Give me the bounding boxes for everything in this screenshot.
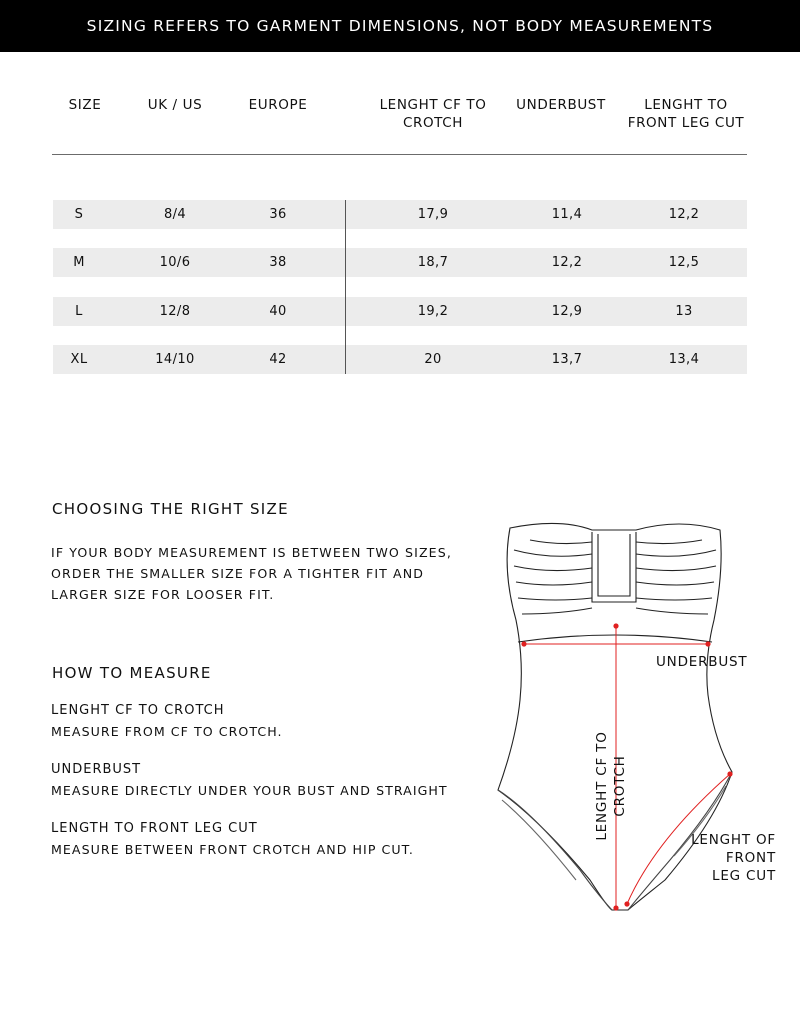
how-title: HOW TO MEASURE xyxy=(52,664,212,682)
cell-underbust: 12,2 xyxy=(551,255,583,270)
cell-size: S xyxy=(74,207,84,222)
table-row xyxy=(53,345,747,374)
cell-cf-crotch: 18,7 xyxy=(417,255,449,270)
leg-cut-label-line: LEG CUT xyxy=(712,868,776,884)
table-row xyxy=(53,248,747,277)
cell-europe: 38 xyxy=(269,255,287,270)
header-leg-cut xyxy=(621,96,751,132)
table-row xyxy=(53,297,747,326)
cell-europe: 42 xyxy=(269,352,287,367)
measure-desc-underbust: MEASURE DIRECTLY UNDER YOUR BUST AND STRAIGHT xyxy=(51,783,448,798)
cell-cf-crotch: 19,2 xyxy=(417,304,449,319)
header-cf-crotch-line2: CROTCH xyxy=(402,115,464,131)
choosing-text xyxy=(51,542,452,605)
swimsuit-diagram xyxy=(480,510,800,930)
cell-europe: 40 xyxy=(269,304,287,319)
cell-cf-crotch: 17,9 xyxy=(417,207,449,222)
cell-underbust: 12,9 xyxy=(551,304,583,319)
cell-uk-us: 8/4 xyxy=(163,207,187,222)
leg-cut-label-line: LENGHT OF xyxy=(691,832,776,848)
cell-leg-cut: 13,4 xyxy=(668,352,700,367)
header-uk-us-line: UK / US xyxy=(147,97,203,113)
leg-cut-label xyxy=(670,831,776,885)
cell-underbust: 13,7 xyxy=(551,352,583,367)
cell-uk-us: 12/8 xyxy=(159,304,191,319)
header-divider xyxy=(52,154,747,155)
header-leg-cut-line1: LENGHT TO xyxy=(644,97,728,113)
cell-europe: 36 xyxy=(269,207,287,222)
header-size-line: SIZE xyxy=(68,97,102,113)
choosing-line: IF YOUR BODY MEASUREMENT IS BETWEEN TWO SIZES, xyxy=(51,545,452,560)
cell-uk-us: 14/10 xyxy=(155,352,195,367)
cell-underbust: 11,4 xyxy=(551,207,583,222)
measure-desc-legcut: MEASURE BETWEEN FRONT CROTCH AND HIP CUT. xyxy=(51,842,414,857)
header-uk-us xyxy=(125,96,225,114)
cell-leg-cut: 12,5 xyxy=(668,255,700,270)
header-europe xyxy=(228,96,328,114)
banner-text: SIZING REFERS TO GARMENT DIMENSIONS, NOT BODY MEASUREMENTS xyxy=(86,17,714,35)
cell-leg-cut: 13 xyxy=(675,304,693,319)
column-separator xyxy=(345,200,346,374)
header-underbust-line: UNDERBUST xyxy=(516,97,606,113)
header-underbust xyxy=(506,96,616,114)
measure-desc-cf: MEASURE FROM CF TO CROTCH. xyxy=(51,724,283,739)
sizing-banner xyxy=(0,0,800,52)
choosing-line: LARGER SIZE FOR LOOSER FIT. xyxy=(51,587,275,602)
measure-label-cf: LENGHT CF TO CROTCH xyxy=(51,703,225,718)
cf-crotch-label: LENGHT CF TO CROTCH xyxy=(594,731,628,841)
header-europe-line: EUROPE xyxy=(248,97,308,113)
header-cf-crotch xyxy=(363,96,503,132)
leg-cut-label-line: FRONT xyxy=(725,850,776,866)
header-leg-cut-line2: FRONT LEG CUT xyxy=(627,115,745,131)
cell-cf-crotch: 20 xyxy=(424,352,442,367)
header-cf-crotch-line1: LENGHT CF TO xyxy=(379,97,487,113)
choosing-title: CHOOSING THE RIGHT SIZE xyxy=(52,500,289,518)
choosing-line: ORDER THE SMALLER SIZE FOR A TIGHTER FIT AND xyxy=(51,566,425,581)
cell-uk-us: 10/6 xyxy=(159,255,191,270)
cell-size: L xyxy=(75,304,83,319)
cell-leg-cut: 12,2 xyxy=(668,207,700,222)
cell-size: XL xyxy=(70,352,88,367)
underbust-label: UNDERBUST xyxy=(656,654,748,670)
cell-size: M xyxy=(73,255,85,270)
measure-label-underbust: UNDERBUST xyxy=(51,762,142,777)
table-row xyxy=(53,200,747,229)
measure-label-legcut: LENGTH TO FRONT LEG CUT xyxy=(51,821,258,836)
header-size xyxy=(52,96,118,114)
